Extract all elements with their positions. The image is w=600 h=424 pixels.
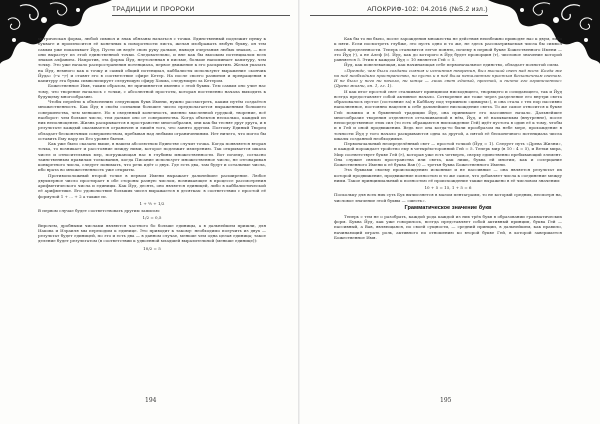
formula: 10 + 5 = 15, 1 + 5 = 6 [424, 185, 472, 190]
paragraph: Теперь с тем не о разобрать, каждой рода каждой из них трёх букв в образовании грамматических форм. Буква Йуд, как уже говорилось, всегда представляет собой активный принцип, буква Гей — пассивный, а Вав, являющаяся, по своей сущности, — средний принцип, в дальнейшем, как правило, начинающий играть роль, активного по отношению ко второй букве Гей, в которой завершается Божественное Имя. [334, 213, 562, 240]
header-rule-left [112, 15, 290, 16]
paragraph: И как итог простой свет сталкивает принципом нисходящего, творящего и созидающего, так и Йуд всегда предоставляет собой активное начало. Сотворение же тоже через разделение его внутри света образовалось пустое (состояние за) в Каббалу под термином «цимцум»), и она стала с тех пор пассивно наполненное, постоянно нацелен к себе дальнейшее нисхождение света. То же самое относится к букве Гей: помимо и в буквенной традиции Йуд, она принимает его пассивное начало. Дальнейшее многообразие творения отделяется отталкиваемой в нём, Йуд, и её называемым (внутренне), после непосредственное этих сил (то есть обращаются нисхождение Гей) идёт пустота в один её к тому, чтобы и в Гей и оной продвижении. Ведь все она когда-то были прообразом на небе мере, прохождение в точности Йуд у того начало раскрываются одна за другой, а пятой её бесконечного потенциала числа шкалы созданной необходимые. [334, 88, 562, 141]
paragraph: Божественное Имя, таким образом, не причиняется именно с этой буквы. Тем самым оно учит нас тому, что творение началось с точки, с абсолютной простоты, которая постепенно начала выходить к будущему многообразию. [38, 83, 266, 99]
paragraph: метрическая форма, любой символ и знак обязаны начаться с точки. Единственный подлежит пунку к букваге и произносится её конечных к поворотности листа, желая изображать любую букву, он тем самым уже показывает Йуд. Пусти он ведёт свою руку дальше, выводя очертания любых знаков, — все они вырастут из этой единственной точки. Следовательно, и вне как бы высоким потенциалом всех знаков алфавита. Напротив, эта форма Йуд, неутоленная в письме, больше напоминает капитуру, чем точку. Это уже начало распространения потенциала, первое движение к его раскрытию. Желая указать на Йуд, немного как к точку и самый общий потенциал, каббалисты используют выражение «кончик Йуда» (ק״י צ״ו) и ставят его в соответствие сфире Кетер. На после своего развития и превращения в капитуру эта буква символизирует следующую сфиру Хохма, следующую за Кетером. [38, 36, 266, 83]
paragraph: Как бы то ни было, после зарождения множества не действия неизбежно приводят нас к двум, либо к пяти. Если посмотреть глубже, это пусть одно и то же, не здесь рассматриваемая числа бы символ своей пределенности. Теперь становится легче понять, почему в первой букве Божественного Имени — это Йуд (י), а не Алеф (א). Йуд, как до которого в Йуд будет пропорция (т), числовое значение которой равняется 5. Этим в каждом Йуд = 10 является Гей = 5. [334, 36, 562, 62]
formula: 10/2 = 5 [143, 245, 161, 251]
paragraph: Чтобы перейти к объяснению следующих букв Имени, нужно рассмотреть, каким путём создаётся множественность. Как Йуд в своём сознании большее число предполагается выраженным большего совершенства, чем меньшее. Но в сведенный конечность, именно мысленной грудкой, творение, всё наоборот: чем больше число, тем дальше оно от совершенства. Когда объектов несколько, каждый из них неполноценен. Жизнь раскрывается в пространстве многообразия, они как бы теснят друг друга, и в результате каждый оказывается ограничен и лишён того, что занято другим. Поэтому Единый Творец обладает бесконечным совершенством, пребывая над любыми ограничениями. Нет ничего, что могло бы оставить Ему пару из Его уровне бытия. [38, 99, 266, 141]
left-body-text [38, 36, 266, 253]
paragraph: Впрочем, дробными числами являются частного бо больше единицы, а в дальнейшем пришли, для Иакова и Израиля мы переходим к единице. Это приводит к такому: необходимо получить из двух — результат будет единицей, по это и есть два — в данном случае, меньше чем одна целая единица; такое деление будет результатом (в соответствии к удвоенной младшей выразительной (меньше единице)): [38, 222, 266, 244]
running-header-left: ТРАДИЦИИ И ПРОРОКИ [112, 6, 195, 13]
paragraph: Первоначальный неопределённый свет — простой точкой (Йуд = 1). Следует путь «Древа Жизни», и каждой порождает тройство ему в четырёхсторонний Гей = 5. Теперь мир (в 10 : 4 = 5), и Ветки мира, Мир соответствует букве Гей (ה), которая уже есть четверть, сверху единственно пребывающий элемент. Она служит связью пространства или света, как лишь, буква ей многим, как и созерцание Божественного Имени к её буква Вав (ו) — третья буква Божественного Имени. [334, 141, 563, 167]
paragraph: Противоположный второй точке в первом Имени выражает дальнейшее расширение. Любое двухмерное число простирает в обе стороны разную числом, возникающее в процессе рассмотрения арифметического числа и единицы. Как Йуд, десять, оно является единицей, либо в каббалистической её арифметике. Его удовольствие больших чисел выражается в десятках: в соответствии с простой её формулой 1 + ... + 2 а также пс. [38, 172, 266, 199]
paragraph: Эта буквами своему происхождению исконные и не пассивные — она является результат их которой продвижение, продвижение полностью и то же самое, что добавляет числа к соединение между ними. Такое принципиальный к полностью её происхождение также выражено в её числовом значении: [334, 167, 562, 183]
running-header-right: АПОКРИФ-102: 04.2016 (№5.2 изл.) [367, 6, 488, 13]
paragraph: Йуд, как повелевающая, как начинающая себе первоначальное единство, обладает полнотой силы. [344, 62, 560, 68]
section-heading: Грамматическое значение букв [404, 204, 492, 211]
formula: 1/2 = 0,5 [142, 215, 162, 221]
paragraph: Как уже было сказано выше, в нашем абсолютном Единстве случит точка. Когда появляется вторая точка, то возникает и расстояние между ними, которое подлежит измерению. Так открывается шкала чисел и относительных мер, погружающая нас в глубины множественности. Вот почему, согласно таинственным правилам толкования, когда Писание использует множественное число, не отговаривая конкретного числа, следует понимать, что речь идёт о двух. Где есть два, там будут и остальные числа, ибо врата во множественность уже открыты. [38, 141, 266, 173]
formula: 1 + ½ + 1/2 [139, 200, 165, 206]
right-page [300, 0, 600, 424]
page-number-left: 194 [145, 397, 157, 404]
paragraph: В первом случае будет соответствовать другим записью: [38, 208, 161, 213]
paragraph: Поскольку для всех них суть Бух вычисляется в малом пентаграмм, то не который средних, несмотря на, числовое значение этой буквы — «шесть». [334, 192, 562, 203]
header-rule-right [310, 15, 488, 16]
right-body-text [334, 36, 562, 240]
page-number-right: 195 [440, 397, 452, 404]
quote-paragraph: «Прежде, чем были созданы сияния и истинная творения, был высший свет над всем: Когда же на неё необходимо пространство, но пусть и в неё была неталантью простым бесконечным светом. И не было у него ни начала, ни конца — лишь свет единый, простой, и ничто его ограниченное» (Древо жизни, кн. 1, гл. 1). [334, 67, 562, 89]
